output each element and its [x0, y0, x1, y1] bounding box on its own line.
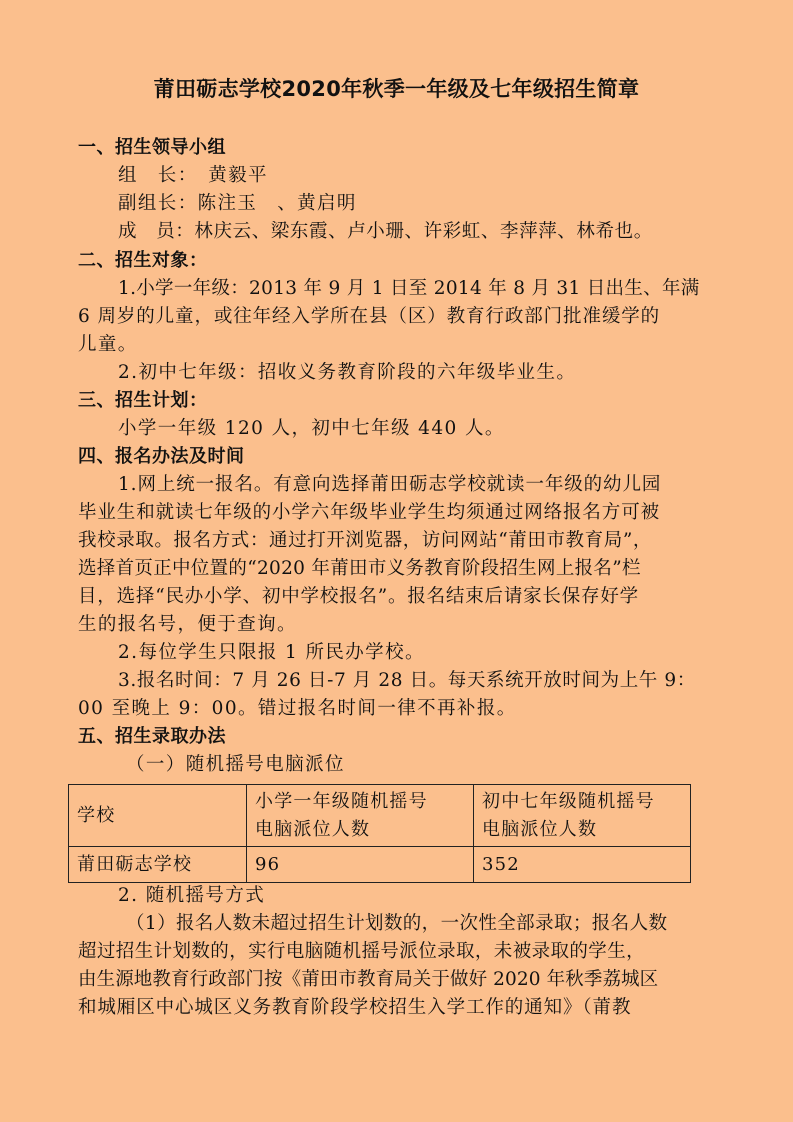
section-heading-5: 五、招生录取办法: [78, 726, 226, 747]
document-title: 莆田砺志学校2020年秋季一年级及七年级招生简章: [153, 77, 640, 101]
paragraph-line: （1）报名人数未超过招生计划数的，一次性全部录取；报名人数: [126, 913, 668, 934]
paragraph-line: 儿童。: [78, 334, 138, 355]
section-heading-4: 四、报名办法及时间: [78, 446, 245, 467]
paragraph-line: 1.网上统一报名。有意向选择莆田砺志学校就读一年级的幼儿园: [118, 474, 662, 495]
paragraph-line: 00 至晚上 9：00。错过报名时间一律不再补报。: [78, 698, 517, 719]
table-row: [69, 847, 691, 883]
paragraph-line: 选择首页正中位置的“2020 年莆田市义务教育阶段招生网上报名”栏: [78, 558, 641, 579]
leader-line: 组 长： 黄毅平: [118, 165, 268, 186]
paragraph-line: 我校录取。报名方式：通过打开浏览器，访问网站“莆田市教育局”，: [78, 530, 653, 551]
table-cell: 96: [247, 847, 474, 883]
table-header-cell: [247, 785, 474, 847]
paragraph-line: 小学一年级 120 人，初中七年级 440 人。: [118, 418, 505, 439]
header-primary-line2: 电脑派位人数: [255, 818, 371, 840]
header-school: 学校: [77, 804, 116, 826]
paragraph-line: 由生源地教育行政部门按《莆田市教育局关于做好 2020 年秋季荔城区: [78, 969, 659, 990]
section-heading-2: 二、招生对象：: [78, 250, 208, 271]
paragraph-line: 6 周岁的儿童，或往年经入学所在县（区）教育行政部门批准缓学的: [78, 306, 661, 327]
table-cell: 莆田砺志学校: [69, 847, 247, 883]
header-junior-line2: 电脑派位人数: [482, 818, 598, 840]
table-header-cell: [69, 785, 247, 847]
vice-leader-line: 副组长：陈注玉 、黄启明: [118, 193, 357, 214]
paragraph-line: 和城厢区中心城区义务教育阶段学校招生入学工作的通知》（莆教: [78, 997, 632, 1018]
paragraph-line: 3.报名时间：7 月 26 日-7 月 28 日。每天系统开放时间为上午 9：: [118, 670, 696, 691]
header-junior-line1: 初中七年级随机摇号: [482, 790, 655, 812]
quota-table: [68, 784, 691, 883]
paragraph-line: 2. 随机摇号方式: [118, 885, 266, 906]
paragraph-line: 生的报名号，便于查询。: [78, 614, 297, 635]
table-cell: 352: [474, 847, 691, 883]
table-header-cell: [474, 785, 691, 847]
paragraph-line: 毕业生和就读七年级的小学六年级毕业学生均须通过网络报名方可被: [78, 502, 661, 523]
paragraph-line: 超过招生计划数的，实行电脑随机摇号派位录取，未被录取的学生，: [78, 941, 646, 962]
section-heading-1: 一、招生领导小组: [78, 137, 226, 158]
paragraph-line: 2.每位学生只限报 1 所民办学校。: [118, 642, 425, 663]
header-primary-line1: 小学一年级随机摇号: [255, 790, 428, 812]
section-heading-3: 三、招生计划：: [78, 390, 208, 411]
table-header-row: [69, 785, 691, 847]
paragraph-line: 1.小学一年级：2013 年 9 月 1 日至 2014 年 8 月 31 日出生、年满: [118, 278, 700, 299]
members-line: 成 员：林庆云、梁东霞、卢小珊、许彩虹、李萍萍、林希也。: [118, 221, 653, 242]
subsection-heading: （一）随机摇号电脑派位: [126, 754, 345, 775]
paragraph-line: 目，选择“民办小学、初中学校报名”。报名结束后请家长保存好学: [78, 586, 639, 607]
paragraph-line: 2.初中七年级：招收义务教育阶段的六年级毕业生。: [118, 362, 577, 383]
